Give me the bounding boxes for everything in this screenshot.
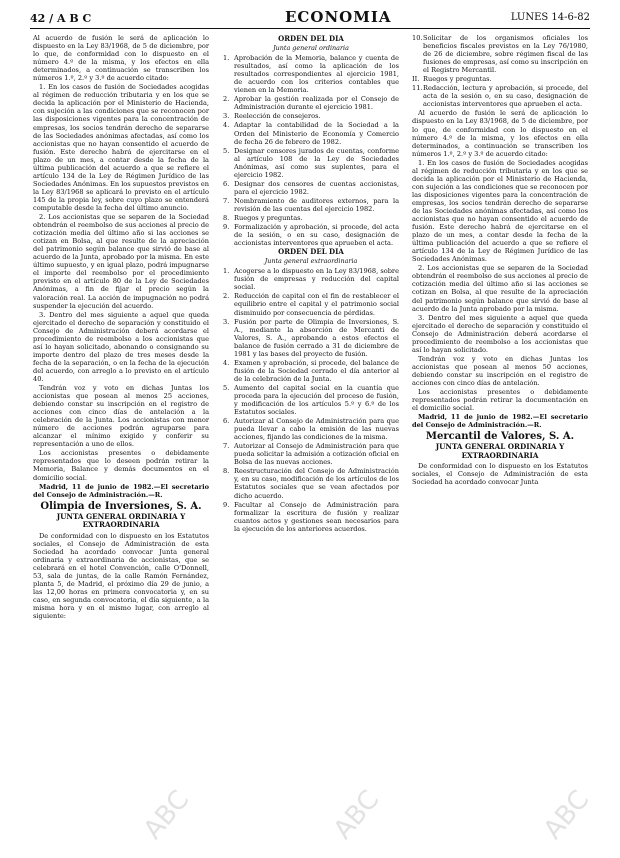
- section-title: ECONOMIA: [285, 8, 392, 26]
- agenda-item: 9. Formalización y aprobación, si procede, del acta de la sesión, o en su caso, designación de accionistas interventores que aprueben el acta.: [223, 223, 399, 248]
- agenda-item: 1. Acogerse a lo dispuesto en la Ley 83/1968, sobre fusión de empresas y reducción del capital social.: [223, 267, 399, 292]
- agenda-item: 5. Designar censores jurados de cuentas, conforme al artículo 108 de la Ley de Sociedades Anónimas, así como sus suplentes, para el ejercicio 1982.: [223, 146, 399, 179]
- agenda-item: 3. Reelección de consejeros.: [223, 112, 321, 121]
- notice-subtitle: JUNTA GENERAL ORDINARIA Y EXTRAORDINARIA: [435, 442, 565, 460]
- column-2: [223, 34, 399, 844]
- agenda-item: 2. Aprobar la gestión realizada por el Consejo de Administración durante el ejercicio 1981.: [223, 95, 399, 112]
- agenda-item: 3. Fusión por parte de Olimpia de Inversiones, S. A., mediante la absorción de Mercanti de Valores, S. A., aprobando a estos efectos el balance de fusión cerrado a 31 de diciembre de 1981 y las bases del proyecto de fusión.: [223, 317, 399, 358]
- paragraph: 1. En los casos de fusión de Sociedades acogidas al régimen de reducción tributaria y en los que se decida la aplicación por el Ministerio de Hacienda, con sujeción a las condiciones que se reconocen por las disposiciones vigentes para la concentración de empresas, los socios tendrán derecho de separarse de las Sociedades anónimas afectadas, así como los accionistas que no hayan consentido el acuerdo de fusión. Este derecho habrá de ejercitarse en el plazo de un mes, a contar desde la fecha de la última publicación del acuerdo a que se refiere el artículo 134 de la Ley de Régimen Jurídico de las Sociedades Anónimas. En los supuestos previstos en la Ley 83/1968 se aplicará lo previsto en el artículo 145 de la propia ley, sobre cuyo plazo se entenderá computable desde la fecha del último anuncio.: [33, 83, 209, 212]
- signature: Madrid, 11 de junio de 1982.—El secretario del Consejo de Administración.—R.: [412, 413, 588, 430]
- column-1: [33, 34, 209, 844]
- paragraph: Tendrán voz y voto en dichas Juntas los accionistas que posean al menos 50 acciones, debiendo constar su inscripción en el registro de acciones con cinco días de antelación.: [412, 354, 588, 387]
- agenda-list: [223, 54, 399, 247]
- agenda-item: 7. Nombramiento de auditores externos, para la revisión de las cuentas del ejercicio 1982.: [223, 196, 399, 213]
- paragraph: Al acuerdo de fusión le será de aplicación lo dispuesto en la Ley 83/1968, de 5 de diciembre, por lo que, de conformidad con lo dispuesto en el número 4.º de la misma, y los efectos en ella determinados, a continuación se transcriben los números 1.º, 2.º y 3.º de acuerdo citado:: [412, 109, 588, 158]
- agenda-item: 2. Reducción de capital con el fin de restablecer el equilibrio entre el capital y el patrimonio social disminuido por consecuencia de pérdidas.: [223, 292, 399, 317]
- watermark: ABC: [328, 784, 386, 846]
- watermark: ABC: [538, 784, 596, 846]
- agenda-list: [412, 34, 588, 108]
- agenda-item: 6. Designar dos censores de cuentas accionistas, para el ejercicio 1982.: [223, 179, 399, 196]
- signature: Madrid, 11 de junio de 1982.—El secretario del Consejo de Administración.—R.: [33, 482, 209, 499]
- paragraph: 3. Dentro del mes siguiente a aquel que queda ejercitado el derecho de separación y constituido el Consejo de Administración deberá acordarse el procedimiento de reembolso a los accionistas que así lo hayan solicitado, abonando o consignando su importe dentro del plazo de tres meses desde la fecha de la separación, o en la fecha de la ejecución del acuerdo, con arreglo a lo previsto en el artículo 40.: [33, 310, 209, 383]
- paragraph: Tendrán voz y voto en dichas Juntas los accionistas que posean al menos 25 acciones, debiendo constar su inscripción en el registro de acciones con cinco días de antelación a la celebración de la Junta. Los accionistas con menor número de acciones podrán agruparse para alcanzar el mínimo exigido y conferir su representación a uno de ellos.: [33, 384, 209, 449]
- agenda-item: 8. Ruegos y preguntas.: [223, 213, 303, 222]
- notice-subtitle: JUNTA GENERAL ORDINARIA Y EXTRAORDINARIA: [56, 511, 186, 530]
- agenda-item: 10. Solicitar de los organismos oficiales los beneficios fiscales previstos en la Ley 76/1980, de 26 de diciembre, sobre régimen fiscal de las fusiones de empresas, así como su inscripción en el Registro Mercantil.: [412, 34, 588, 75]
- watermark: ABC: [138, 784, 196, 846]
- paragraph: Los accionistas presentes o debidamente representados que lo deseen podrán retirar la Memoria, Balance y demás documentos en el domicilio social.: [33, 449, 209, 482]
- agenda-item: 9. Facultar al Consejo de Administración para formalizar la escritura de fusión y realizar cuantos actos y gestiones sean necesarios para la ejecución de los anteriores acuerdos.: [223, 500, 399, 533]
- column-3: [412, 34, 588, 844]
- paragraph: Los accionistas presentes o debidamente representados podrán retirar la documentación en el domicilio social.: [412, 388, 588, 413]
- agenda-subtitle: Junta general extraordinaria: [264, 257, 358, 266]
- paragraph: 2. Los accionistas que se separen de la Sociedad obtendrán el reembolso de sus acciones al precio de cotización media del último año si las acciones se cotizan en Bolsa, al que resulte de la apreciación del patrimonio según balance que sirvió de base al acuerdo de la Junta aprobado por la misma.: [412, 264, 588, 313]
- header-rule: [30, 28, 590, 29]
- page-header: [30, 8, 590, 28]
- agenda-item: 4. Adaptar la contabilidad de la Sociedad a la Orden del Ministerio de Economía y Comercio de fecha 26 de febrero de 1982.: [223, 121, 399, 146]
- agenda-item: 7. Autorizar al Consejo de Administración para que pueda solicitar la admisión a cotización oficial en Bolsa de las nuevas acciones.: [223, 442, 399, 467]
- agenda-item: 1. Aprobación de la Memoria, balance y cuenta de resultados, así como la aplicación de los resultados correspondientes al ejercicio 1981, de acuerdo con los criterios contables que vienen en la Memoria.: [223, 54, 399, 95]
- agenda-item: 11. Redacción, lectura y aprobación, si procede, del acta de la sesión o, en su caso, designación de accionistas interventores que aprueben el acta.: [412, 84, 588, 109]
- agenda-item: 5. Aumento del capital social en la cuantía que proceda para la ejecución del proceso de fusión, y modificación de los artículos 5.º y 6.º de los Estatutos sociales.: [223, 383, 399, 417]
- agenda-item: 6. Autorizar al Consejo de Administración para que pueda llevar a cabo la emisión de las nuevas acciones, fijando las condiciones de la misma.: [223, 417, 399, 442]
- agenda-item: 8. Reestructuración del Consejo de Administración y, en su caso, modificación de los artículos de los Estatutos sociales que se vean afectados por dicho acuerdo.: [223, 467, 399, 500]
- paragraph: Al acuerdo de fusión le será de aplicación lo dispuesto en la Ley 83/1968, de 5 de diciembre, por lo que, de conformidad con lo dispuesto en el número 4.º de la misma, y los efectos en ella determinados, a continuación se transcriben los números 1.º, 2.º y 3.º de acuerdo citado:: [33, 34, 209, 83]
- paragraph: 3. Dentro del mes siguiente a aquel que queda ejercitado el derecho de separación y constituido el Consejo de Administración deberá acordarse el procedimiento de reembolso a los accionistas que así lo hayan solicitado.: [412, 313, 588, 354]
- notice-title: Olimpia de Inversiones, S. A.: [40, 500, 202, 512]
- paragraph: De conformidad con lo dispuesto en los Estatutos sociales, el Consejo de Administración de esta Sociedad ha acordado convocar Junta: [412, 462, 588, 487]
- agenda-title: ORDEN DEL DIA: [278, 34, 344, 43]
- agenda-title: ORDEN DEL DIA: [278, 247, 344, 257]
- agenda-subtitle: Junta general ordinaria: [273, 44, 349, 53]
- paragraph: 1. En los casos de fusión de Sociedades acogidas al régimen de reducción tributaria y en los que se decida la aplicación por el Ministerio de Hacienda, con sujeción a las condiciones que se reconocen por las disposiciones vigentes para la concentración de empresas, los socios tendrán derecho de separarse de las Sociedades anónimas afectadas, así como los accionistas que no hayan consentido el acuerdo de fusión. Este derecho habrá de ejercitarse en el plazo de un mes, a contar desde la fecha de la última publicación del acuerdo a que se refiere el artículo 134 de la Ley de Régimen Jurídico de las Sociedades Anónimas.: [412, 158, 588, 264]
- agenda-item: 4. Examen y aprobación, si procede, del balance de fusión de la Sociedad cerrado el día anterior al de la celebración de la Junta.: [223, 358, 399, 383]
- paragraph: 2. Los accionistas que se separen de la Sociedad obtendrán el reembolso de sus acciones al precio de cotización media del último año si las acciones se cotizan en Bolsa, al que resulte de la apreciación del patrimonio según balance que sirvió de base al acuerdo de la Junta, aprobado por la misma. En este último supuesto, y en igual plazo, podrá impugnarse el importe del reembolso por el procedimiento previsto en el artículo 80 de la Ley de Sociedades Anónimas, a fin de fijar el precio según la valoración real. La acción de impugnación no podrá suspender la ejecución del acuerdo.: [33, 213, 209, 310]
- paragraph: De conformidad con lo dispuesto en los Estatutos sociales, el Consejo de Administración de esta Sociedad ha acordado convocar Junta general ordinaria y extraordinaria de accionistas, que se celebrará en el hotel Convención, calle O'Donnell, 53, sala de juntas, de la calle Ramón Fernández, planta 5, de Madrid, el próximo día 29 de junio, a las 12,00 horas en primera convocatoria y, en su caso, en segunda convocatoria, el día siguiente, a la misma hora y en el mismo lugar, con arreglo al siguiente:: [33, 531, 209, 621]
- agenda-list: [223, 267, 399, 533]
- issue-date: LUNES 14-6-82: [510, 12, 590, 23]
- page-number: 42 / A B C: [30, 12, 92, 25]
- agenda-item: II. Ruegos y preguntas.: [412, 75, 492, 84]
- notice-title: Mercantil de Valores, S. A.: [425, 431, 575, 443]
